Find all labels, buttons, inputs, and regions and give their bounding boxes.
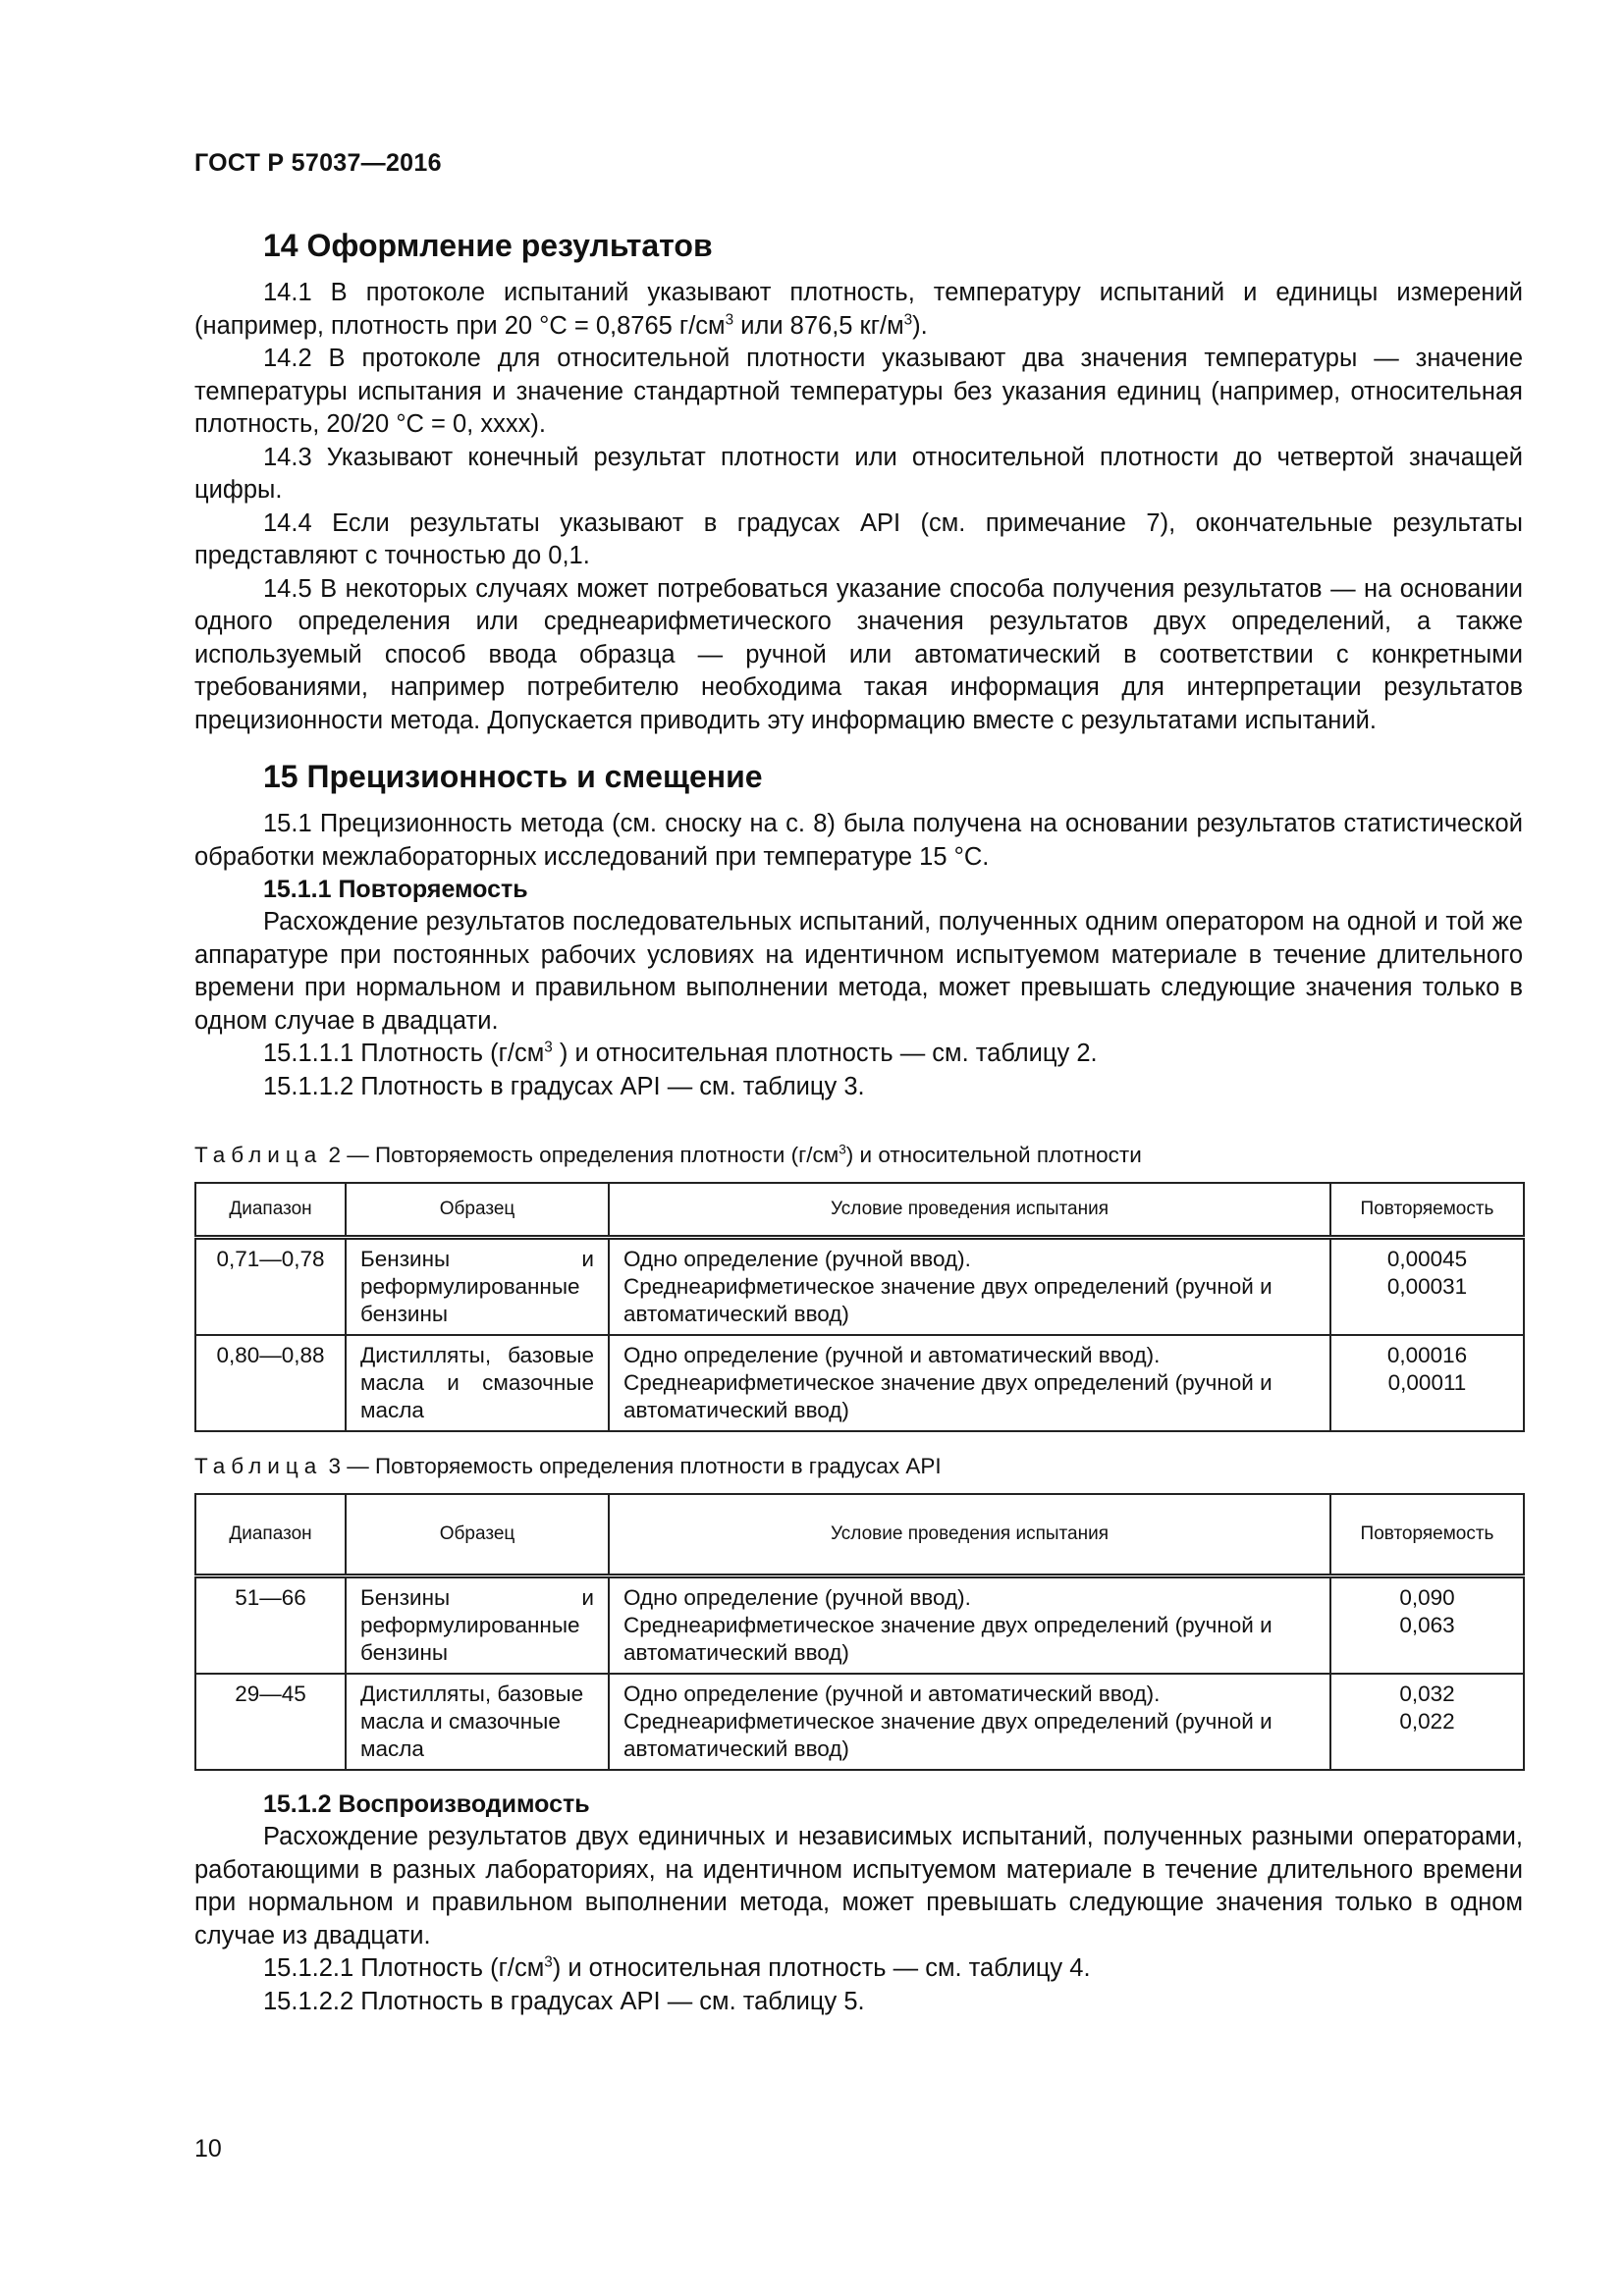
table-row xyxy=(195,1576,1524,1675)
page-content xyxy=(194,224,1523,2018)
paragraph-14-5: 14.5 В некоторых случаях может потребоваться указание способа получения результатов — на основании одного определения или среднеарифметического значения результатов двух определений, а также используемый способ ввода образца — ручной или автоматический в соответствии с конкретными требованиями, например потребителю необходима такая информация для интерпретации результатов прецизионности метода. Допускается приводить эту информацию вместе с результатами испытаний. xyxy=(194,574,1523,734)
table-row xyxy=(195,1335,1524,1431)
section-15-title: 15 Прецизионность и смещение xyxy=(263,759,763,794)
item-15-1-1-1: 15.1.1.1 Плотность ($г/см^3$ ) и относительная плотность — см. таблицу 2. xyxy=(263,1039,1098,1067)
paragraph-14-1: 14.1 В протоколе испытаний указывают плотность, температуру испытаний и единицы измерений (например, плотность при 20 °C = 0,8765 $г/см^3$ или 876,5 $кг/м^3$). xyxy=(194,279,1523,340)
cell-sample: Бензины и реформулированные бензины xyxy=(346,1576,609,1675)
cell-sample: Дистилляты, базовые масла и смазочные масла xyxy=(346,1674,609,1770)
table-3-caption: Таблица 3 — Повторяемость определения плотности в градусах API xyxy=(194,1454,942,1478)
cell-condition: Одно определение (ручной ввод). Среднеарифметическое значение двух определений (ручной и автоматический ввод) xyxy=(609,1576,1330,1675)
cell-sample: Бензины и реформулированные бензины xyxy=(346,1238,609,1336)
paragraph-14-3: 14.3 Указывают конечный результат плотности или относительной плотности до четвертой значащей цифры. xyxy=(194,443,1523,504)
item-15-1-1-2: 15.1.1.2 Плотность в градусах API — см. таблицу 3. xyxy=(263,1072,865,1100)
header-range: Диапазон xyxy=(195,1494,346,1576)
cell-range: 0,80—0,88 xyxy=(195,1335,346,1431)
header-range: Диапазон xyxy=(195,1183,346,1238)
table-row xyxy=(195,1674,1524,1770)
subsection-15-1-2-title: 15.1.2 Воспроизводимость xyxy=(263,1790,590,1818)
header-condition: Условие проведения испытания xyxy=(609,1183,1330,1238)
cell-value: 0,00016 0,00011 xyxy=(1330,1335,1524,1431)
header-repeatability: Повторяемость xyxy=(1330,1494,1524,1576)
paragraph-15-1-2: Расхождение результатов двух единичных и независимых испытаний, полученных разными операторами, работающими в разных лабораториях, на идентичном испытуемом материале в течение длительного времени при нормальном и правильном выполнении метода, может превышать следующие значения только в одном случае из двадцати. xyxy=(194,1823,1523,1949)
header-sample: Образец xyxy=(346,1494,609,1576)
page-number: 10 xyxy=(194,2135,222,2163)
paragraph-15-1: 15.1 Прецизионность метода (см. сноску на с. 8) была получена на основании результатов статистической обработки межлабораторных исследований при температуре 15 °C. xyxy=(194,810,1523,871)
cell-condition: Одно определение (ручной и автоматический ввод). Среднеарифметическое значение двух определений (ручной и автоматический ввод) xyxy=(609,1674,1330,1770)
cell-value: 0,032 0,022 xyxy=(1330,1674,1524,1770)
cell-sample: Дистилляты, базовые масла и смазочные масла xyxy=(346,1335,609,1431)
paragraph-14-4: 14.4 Если результаты указывают в градусах API (см. примечание 7), окончательные результаты представляют с точностью до 0,1. xyxy=(194,508,1523,569)
cell-condition: Одно определение (ручной и автоматический ввод). Среднеарифметическое значение двух определений (ручной и автоматический ввод) xyxy=(609,1335,1330,1431)
item-15-1-2-2: 15.1.2.2 Плотность в градусах API — см. таблицу 5. xyxy=(263,1987,865,2015)
cell-value: 0,090 0,063 xyxy=(1330,1576,1524,1675)
item-15-1-2-1: 15.1.2.1 Плотность $(г/см^3)$ и относительная плотность — см. таблицу 4. xyxy=(263,1953,1091,1982)
table-2 xyxy=(194,1182,1525,1432)
table-header-row xyxy=(195,1494,1524,1576)
paragraph-14-2: 14.2 В протоколе для относительной плотности указывают два значения температуры — значение температуры испытания и значение стандартной температуры без указания единиц (например, относительная плотность, 20/20 °C = 0, хххх). xyxy=(194,345,1523,438)
cell-range: 0,71—0,78 xyxy=(195,1238,346,1336)
cell-range: 29—45 xyxy=(195,1674,346,1770)
cell-range: 51—66 xyxy=(195,1576,346,1675)
paragraph-15-1-1: Расхождение результатов последовательных испытаний, полученных одним оператором на одной и той же аппаратуре при постоянных рабочих условиях на идентичном испытуемом материале в течение длительного времени при нормальном и правильном выполнении метода, может превышать следующие значения только в одном случае в двадцати. xyxy=(194,908,1523,1035)
header-condition: Условие проведения испытания xyxy=(609,1494,1330,1576)
table-row xyxy=(195,1238,1524,1336)
table-3 xyxy=(194,1493,1525,1771)
subsection-15-1-1-title: 15.1.1 Повторяемость xyxy=(263,876,528,903)
table-2-caption: Таблица 2 — Повторяемость определения плотности $(г/см^3)$ и относительной плотности xyxy=(194,1142,1142,1167)
header-sample: Образец xyxy=(346,1183,609,1238)
header-repeatability: Повторяемость xyxy=(1330,1183,1524,1238)
document-code: ГОСТ Р 57037—2016 xyxy=(194,149,442,177)
cell-value: 0,00045 0,00031 xyxy=(1330,1238,1524,1336)
table-header-row xyxy=(195,1183,1524,1238)
section-14-title: 14 Оформление результатов xyxy=(263,228,713,263)
cell-condition: Одно определение (ручной ввод). Среднеарифметическое значение двух определений (ручной и автоматический ввод) xyxy=(609,1238,1330,1336)
